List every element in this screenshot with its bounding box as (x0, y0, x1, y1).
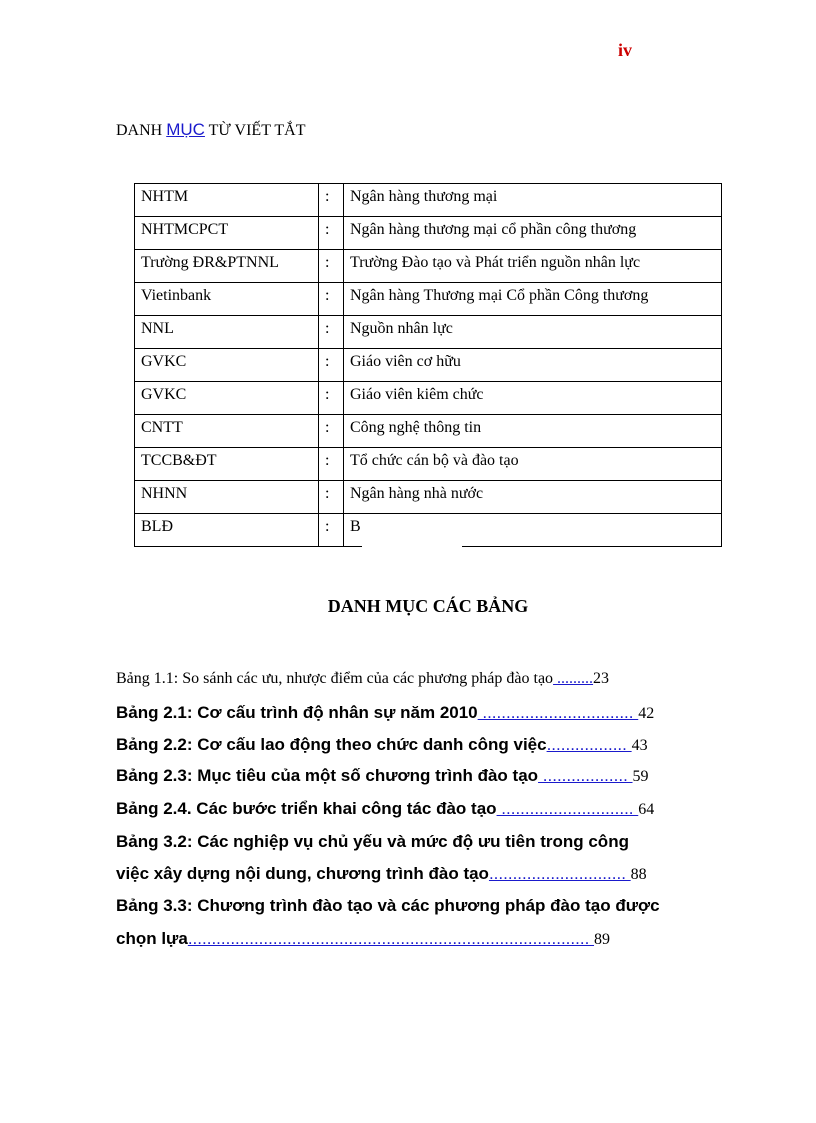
abbreviation-term: NHTM (135, 184, 319, 217)
toc-entry-text: Bảng 2.3: Mục tiêu của một số chương trình đào tạo (116, 766, 539, 785)
abbreviation-meaning: Ngân hàng thương mại (350, 188, 498, 205)
toc-entry-dots[interactable]: ................................ (477, 703, 639, 722)
toc-entry-2-3[interactable] (116, 766, 740, 786)
abbreviations-heading-suffix: TỪ VIẾT TẮT (204, 122, 306, 139)
toc-entry-page: 59 (632, 768, 649, 785)
abbreviation-row (135, 514, 722, 547)
abbreviation-term: Vietinbank (135, 283, 319, 316)
toc-entry-dots[interactable]: ................. (546, 735, 632, 754)
toc-entry-2-1[interactable] (116, 703, 740, 723)
toc-entry-text: Bảng 2.1: Cơ cấu trình độ nhân sự năm 2010 (116, 703, 478, 722)
abbreviation-separator: : (319, 184, 344, 217)
toc-entry-dots[interactable]: .................. (538, 766, 633, 785)
toc-entry-2-4[interactable] (116, 799, 740, 819)
abbreviation-row (135, 448, 722, 481)
abbreviation-term: GVKC (135, 382, 319, 415)
abbreviation-row (135, 415, 722, 448)
toc-entry-3-3-line1[interactable] (116, 896, 740, 916)
toc-entry-text: Bảng 2.4. Các bước triển khai công tác đào tạo (116, 799, 497, 818)
abbreviations-table (134, 183, 722, 547)
toc-entry-dots[interactable]: ............................ (496, 799, 639, 818)
toc-entry-3-3-line2[interactable] (116, 929, 740, 949)
toc-entry-page: 23 (593, 670, 610, 687)
toc-entry-text: Bảng 3.3: Chương trình đào tạo và các phương pháp đào tạo được (116, 896, 660, 915)
abbreviation-separator: : (319, 448, 344, 481)
abbreviation-term: NHNN (135, 481, 319, 514)
abbreviations-heading-link[interactable]: MỤC (166, 120, 205, 139)
abbreviation-separator: : (319, 481, 344, 514)
abbreviation-separator: : (319, 514, 344, 547)
abbreviation-row (135, 283, 722, 316)
toc-entry-page: 88 (630, 866, 647, 883)
tables-list-heading: DANH MỤC CÁC BẢNG (327, 596, 529, 616)
abbreviation-row (135, 316, 722, 349)
page-number: iv (618, 40, 633, 60)
toc-entry-1-1[interactable] (116, 670, 740, 688)
toc-entry-text: Bảng 3.2: Các nghiệp vụ chủ yếu và mức độ ưu tiên trong công (116, 832, 629, 851)
toc-entry-text: chọn lựa (116, 929, 188, 948)
abbreviation-row (135, 382, 722, 415)
abbreviation-meaning: Tổ chức cán bộ và đào tạo (350, 452, 519, 469)
abbreviation-meaning: Trường Đào tạo và Phát triển nguồn nhân lực (350, 254, 641, 271)
toc-entry-3-2-line2[interactable] (116, 864, 740, 884)
abbreviation-meaning: B (350, 518, 361, 535)
abbreviation-separator: : (319, 382, 344, 415)
toc-entry-page: 64 (638, 801, 655, 818)
toc-entry-dots[interactable]: ..................................................................................... (187, 929, 595, 948)
toc-entry-page: 89 (594, 931, 611, 948)
abbreviation-row (135, 349, 722, 382)
toc-entry-text: Bảng 1.1: So sánh các ưu, nhược điểm của các phương pháp đào tạo (116, 670, 554, 687)
toc-entry-dots[interactable]: ............................. (488, 864, 631, 883)
abbreviation-term: NNL (135, 316, 319, 349)
toc-entry-2-2[interactable] (116, 735, 740, 755)
abbreviation-separator: : (319, 349, 344, 382)
abbreviation-term: BLĐ (135, 514, 319, 547)
toc-entry-3-2-line1[interactable] (116, 832, 740, 852)
abbreviation-meaning: Ngân hàng thương mại cổ phần công thương (350, 221, 637, 238)
abbreviation-separator: : (319, 316, 344, 349)
abbreviations-heading (116, 120, 306, 140)
abbreviation-row (135, 217, 722, 250)
abbreviation-meaning: Ngân hàng nhà nước (350, 485, 484, 502)
toc-entry-text: Bảng 2.2: Cơ cấu lao động theo chức danh công việc (116, 735, 547, 754)
toc-entry-text: việc xây dựng nội dung, chương trình đào tạo (116, 864, 489, 883)
abbreviation-meaning: Giáo viên kiêm chức (350, 386, 484, 403)
abbreviations-heading-prefix: DANH (116, 122, 167, 139)
abbreviation-term: GVKC (135, 349, 319, 382)
toc-entry-page: 43 (631, 737, 648, 754)
abbreviation-separator: : (319, 415, 344, 448)
abbreviation-meaning: Ngân hàng Thương mại Cổ phần Công thương (350, 287, 649, 304)
abbreviation-term: TCCB&ĐT (135, 448, 319, 481)
table-border-segment (344, 546, 362, 547)
toc-entry-page: 42 (638, 705, 655, 722)
table-border-segment (462, 546, 722, 547)
abbreviation-term: CNTT (135, 415, 319, 448)
abbreviation-separator: : (319, 250, 344, 283)
abbreviation-row (135, 184, 722, 217)
abbreviation-separator: : (319, 283, 344, 316)
abbreviation-term: NHTMCPCT (135, 217, 319, 250)
abbreviation-row (135, 481, 722, 514)
abbreviation-meaning: Nguồn nhân lực (350, 320, 453, 337)
abbreviation-term: Trường ĐR&PTNNL (135, 250, 319, 283)
abbreviation-meaning: Công nghệ thông tin (350, 419, 482, 436)
toc-entry-dots[interactable]: ......... (553, 670, 594, 687)
abbreviation-separator: : (319, 217, 344, 250)
abbreviation-meaning: Giáo viên cơ hữu (350, 353, 461, 370)
abbreviation-row (135, 250, 722, 283)
